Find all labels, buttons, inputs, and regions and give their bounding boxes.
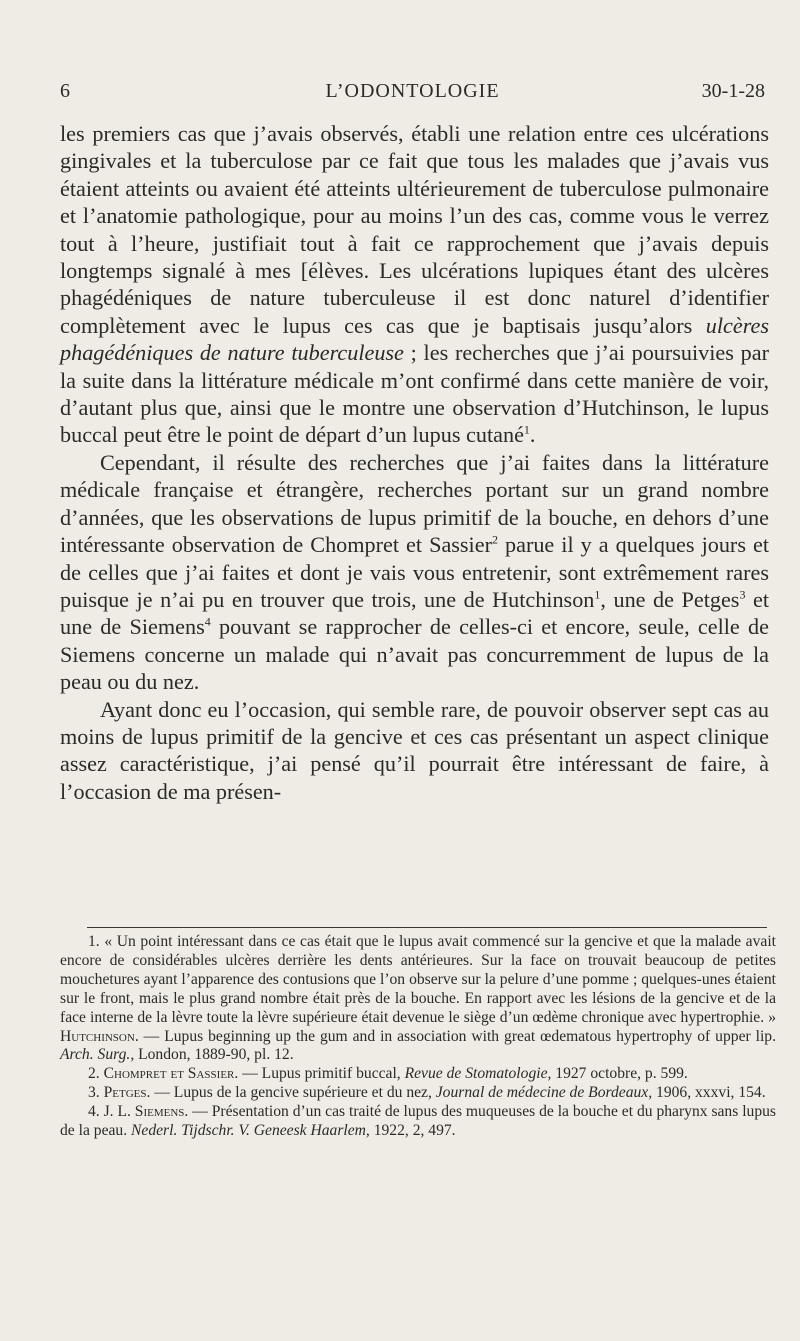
footnote-number: 3. [88,1084,100,1102]
footnote-text: . — Lupus beginning up the gum and in association with great œdematous hypertrophy of upper lip. [134,1027,776,1045]
footnote-text: « Un point intéressant dans ce cas était que le lupus avait commencé sur la gencive et que la malade avait encore de considérables ulcères derrière les dents antérieures. Sur la face on trouvait beaucoup de petites mouchetures ayant l’apparence des contusions que l’on observe sur la pelure d’une pomme ; quelques-unes étaient sur le front, mais le plus grand nombre était près de la bouche. En rapport avec les lésions de la gencive et de la face interne de la lèvre toute la lèvre supérieure était devenue le siège d’un œdème chronique avec hypertrophie. » [60,933,776,1026]
footnote-author: Hutchinson [60,1027,135,1045]
footnote-1 [60,933,776,1065]
footnote-divider [87,927,767,928]
footnote-text: . — Présentation d’un cas traité de lupus des muqueuses de la bouche et du pharynx sans lupus de la peau. [60,1103,776,1140]
paragraph-text: ; les recherches que j’ai poursuivies par la suite dans la littérature médicale m’ont confirmé dans cette manière de voir, d’autant plus que, ainsi que le montre une observation d’Hutchinson, le lupus buccal peut être le point de départ d’un lupus cutané [60,340,769,448]
footnote-text: 1927 octobre, p. 599. [551,1065,688,1083]
footnote-text: , London, 1889-90, pl. 12. [130,1046,294,1064]
paragraph-text: . [529,422,536,448]
issue-date: 30-1-28 [701,80,765,102]
paragraph-text: , une de Petges [600,586,740,612]
footnote-author: Chompret et Sassier [103,1065,235,1083]
italic-phrase: ulcères phagédéniques de nature tuberculeuse [60,312,769,366]
footnote-text: 1906, xxxvi, 154. [652,1084,766,1102]
paragraph-1 [60,120,769,449]
footnote-4 [60,1103,776,1141]
footnote-ref: 2 [491,532,498,547]
paragraph-text: Cependant, il résulte des recherches que j’ai faites dans la littérature médicale française et étrangère, recherches portant sur un grand nombre d’années, que les observations de lupus primitif de la bouche, en dehors d’une intéressante observation de Chompret et Sassier [60,449,769,558]
footnote-journal: Journal de médecine de Bordeaux, [435,1084,653,1102]
footnote-number: 4. [88,1103,100,1121]
footnote-text: 1922, 2, 497. [369,1122,456,1140]
paragraph-2 [60,449,769,696]
footnote-text: . — Lupus de la gencive supérieure et du nez, [146,1084,436,1102]
footnote-text: . — Lupus primitif buccal, [234,1065,405,1083]
footnote-author: Petges [103,1084,147,1102]
footnote-journal: Arch. Surg. [60,1046,131,1064]
footnote-number: 2. [88,1065,100,1083]
footnotes [60,933,776,1141]
footnote-ref: 4 [204,614,211,629]
page-number: 6 [60,80,70,102]
paragraph-text: les premiers cas que j’avais observés, établi une relation entre ces ulcérations gingivales et la tuberculose par ce fait que tous les malades que j’avais vus étaient atteints ou avaient été atteints ultérieurement de tuberculose pulmonaire et l’anatomie pathologique, pour au moins l’un des cas, comme vous le verrez tout à l’heure, justifiait tout à fait ce rapprochement que j’avais depuis longtemps signalé à mes [élèves. Les ulcérations lupiques étant des ulcères phagédéniques de nature tuberculeuse il est donc naturel d’identifier complètement avec le lupus ces cas que je baptisais jusqu’alors [60,121,769,338]
footnote-ref: 1 [594,587,601,602]
paragraph-text: et une de Siemens [60,586,770,640]
paragraph-text: Ayant donc eu l’occasion, qui semble rare, de pouvoir observer sept cas au moins de lupus primitif de la gencive et ces cas présentant un aspect clinique assez caractéristique, j’ai pensé qu’il pourrait être intéressant de faire, à l’occasion de ma présen- [60,696,769,804]
footnote-2 [60,1065,776,1084]
paragraph-text: parue il y a quelques jours et de celles que j’ai faites et dont je vais vous entretenir, sont extrêmement rares puisque je n’ai pu en trouver que trois, une de Hutchinson [60,532,769,612]
footnote-journal: Revue de Stomatologie, [404,1065,552,1083]
footnote-ref: 3 [739,587,746,602]
paragraph-3 [60,696,769,806]
footnote-ref: 1 [523,423,530,438]
footnote-number: 1. [88,933,100,950]
running-header [60,80,765,110]
paragraph-text: pouvant se rapprocher de celles-ci et encore, seule, celle de Siemens concerne un malade qui n’avait pas concurremment de lupus de la peau ou du nez. [60,614,769,695]
footnote-author: J. L. Siemens [103,1103,185,1121]
journal-title: L’ODONTOLOGIE [325,80,500,102]
footnote-journal: Nederl. Tijdschr. V. Geneesk Haarlem, [131,1122,370,1140]
footnote-3 [60,1084,776,1103]
main-text [60,120,769,805]
